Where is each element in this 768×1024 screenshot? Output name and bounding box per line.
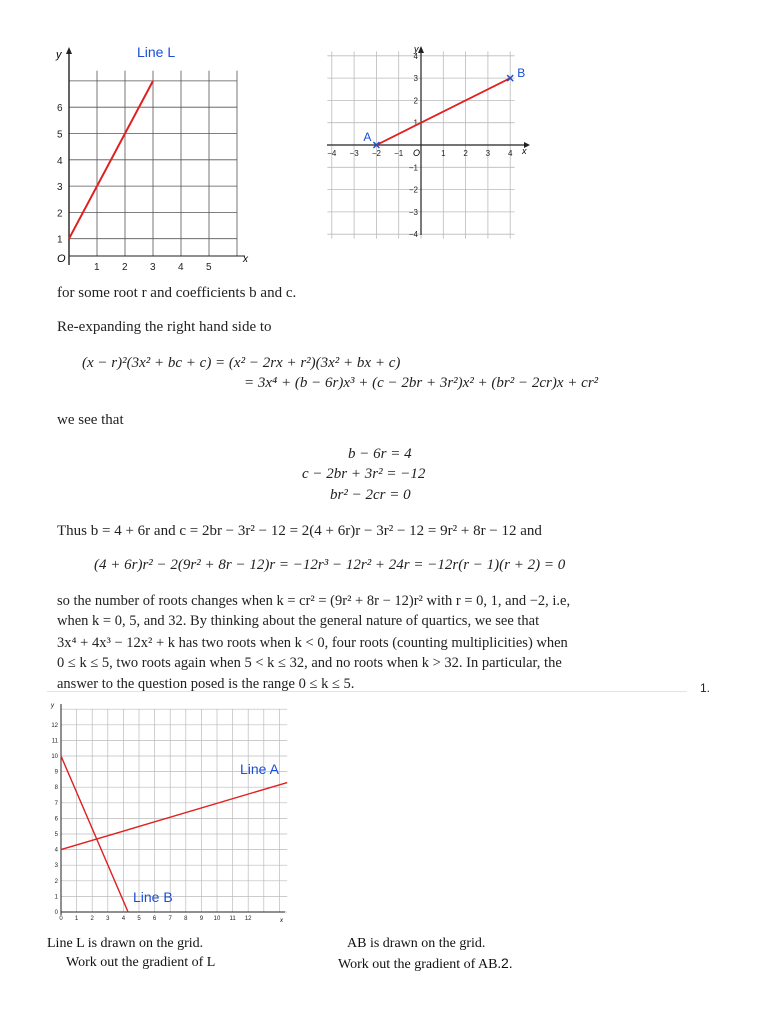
ab-x-tick-label: 2 xyxy=(463,149,468,158)
ab-x-tick-label: 3 xyxy=(485,149,491,158)
ab-x-tick-label: −4 xyxy=(327,149,337,158)
lines-ab-y-tick-label: 11 xyxy=(51,738,58,745)
caption-line-l-1: Line L is drawn on the grid. xyxy=(47,936,204,951)
lines-ab-y-tick-label: 3 xyxy=(54,863,58,870)
paragraph-roots-line5: answer to the question posed is the range 0 ≤ k ≤ 5. xyxy=(57,676,355,692)
line-b-label: Line B xyxy=(133,889,173,905)
equation-expansion-line2: = 3x⁴ + (b − 6r)x³ + (c − 2br + 3r²)x² + (br² − 2cr)x + cr² xyxy=(244,375,599,391)
line-l-x-tick-label: 4 xyxy=(178,262,184,273)
line-a-segment xyxy=(61,783,287,850)
question-number-1: 1. xyxy=(700,681,711,695)
equation-system-2: c − 2br + 3r² = −12 xyxy=(302,466,426,482)
line-l-x-tick-label: 5 xyxy=(206,262,212,273)
lines-ab-x-tick-label: 4 xyxy=(121,916,126,922)
ab-x-tick-label: 4 xyxy=(507,149,513,158)
ab-y-tick-label: −2 xyxy=(408,185,418,195)
ab-x-tick-label: −3 xyxy=(349,149,359,158)
ab-point-b-label: B xyxy=(517,66,526,81)
line-l-y-tick-label: 3 xyxy=(57,182,63,194)
ab-point-a-label: A xyxy=(363,130,372,144)
ab-y-tick-label: −3 xyxy=(408,207,418,217)
lines-ab-y-tick-label: 9 xyxy=(54,769,58,776)
line-l-y-tick-label: 6 xyxy=(57,103,63,115)
ab-x-tick-label: −2 xyxy=(371,149,381,158)
lines-ab-y-tick-label: 5 xyxy=(54,832,58,838)
question-number-2: 2. xyxy=(500,955,513,971)
lines-ab-x-tick-label: 2 xyxy=(90,916,94,922)
line-l-x-axis-label: x xyxy=(243,254,248,265)
paragraph-re-expanding: Re-expanding the right hand side to xyxy=(57,319,272,335)
line-l-y-tick-label: 2 xyxy=(57,208,63,220)
line-l-title: Line L xyxy=(137,44,176,60)
paragraph-root-coefficients: for some root r and coefficients b and c. xyxy=(57,285,297,301)
ab-graph xyxy=(315,40,540,240)
ab-y-axis-label: y xyxy=(414,44,419,54)
equation-system-3: br² − 2cr = 0 xyxy=(330,487,411,503)
lines-ab-y-tick-label: 4 xyxy=(54,847,58,854)
ab-x-axis-label: x xyxy=(522,146,527,156)
line-l-y-tick-label: 1 xyxy=(57,234,63,246)
equation-factored: (4 + 6r)r² − 2(9r² + 8r − 12)r = −12r³ − 12r² + 24r = −12r(r − 1)(r + 2) = 0 xyxy=(94,557,566,573)
lines-ab-y-tick-label: 1 xyxy=(54,894,58,901)
lines-ab-y-tick-label: 10 xyxy=(51,754,58,760)
ab-y-tick-label: 3 xyxy=(413,74,418,84)
line-a-label: Line A xyxy=(240,761,279,777)
equation-expansion-line1: (x − r)²(3x² + bc + c) = (x² − 2rx + r²)(3x² + bx + c) xyxy=(82,355,401,371)
line-l-x-tick-label: 3 xyxy=(150,262,156,273)
caption-ab-2 xyxy=(338,955,513,973)
lines-ab-x-tick-label: 7 xyxy=(168,916,172,922)
lines-ab-x-tick-label: 10 xyxy=(213,916,221,922)
paragraph-roots-line3: 3x⁴ + 4x³ − 12x² + k has two roots when k < 0, four roots (counting multiplicities) when xyxy=(57,635,568,651)
lines-ab-x-tick-label: 9 xyxy=(199,916,204,922)
line-l-x-tick-label: 2 xyxy=(122,262,128,273)
lines-ab-x-tick-label: 0 xyxy=(59,916,63,922)
caption-line-l-2: Work out the gradient of L xyxy=(66,955,216,970)
equation-system-1: b − 6r = 4 xyxy=(348,446,412,462)
line-l-x-tick-label: 1 xyxy=(94,262,100,273)
caption-ab-2-text: Work out the gradient of AB. xyxy=(338,957,501,972)
lines-ab-y-tick-label: 6 xyxy=(54,816,58,823)
lines-ab-x-tick-label: 11 xyxy=(229,916,236,922)
lines-ab-y-tick-label: 12 xyxy=(51,722,58,729)
ab-y-tick-label: 1 xyxy=(413,118,418,128)
lines-ab-x-tick-label: 6 xyxy=(152,916,157,922)
section-divider xyxy=(47,691,687,692)
paragraph-roots-line1: so the number of roots changes when k = cr² = (9r² + 8r − 12)r² with r = 0, 1, and −2, i.e, xyxy=(57,593,571,609)
ab-origin-label: O xyxy=(413,148,421,158)
line-l-graph xyxy=(40,40,270,275)
lines-ab-graph xyxy=(40,696,300,928)
lines-ab-y-tick-label: 0 xyxy=(54,910,58,916)
lines-ab-y-axis-label: y xyxy=(51,703,54,709)
ab-y-tick-label: 2 xyxy=(413,96,418,106)
ab-y-tick-label: −1 xyxy=(408,163,418,173)
lines-ab-x-tick-label: 8 xyxy=(184,916,188,922)
lines-ab-x-tick-label: 5 xyxy=(137,916,141,922)
ab-y-tick-label: 4 xyxy=(413,51,418,61)
ab-x-tick-label: 1 xyxy=(441,149,446,158)
paragraph-thus-b: Thus b = 4 + 6r and c = 2br − 3r² − 12 = 2(4 + 6r)r − 3r² − 12 = 9r² + 8r − 12 and xyxy=(57,523,542,539)
lines-ab-x-tick-label: 1 xyxy=(74,916,79,922)
ab-x-tick-label: −1 xyxy=(394,149,404,158)
lines-ab-y-tick-label: 7 xyxy=(54,800,58,807)
lines-ab-y-tick-label: 8 xyxy=(54,785,58,792)
line-l-origin-label: O xyxy=(57,253,66,265)
paragraph-roots-line4: 0 ≤ k ≤ 5, two roots again when 5 < k ≤ 32, and no roots when k > 32. In particular, the xyxy=(57,655,562,671)
lines-ab-x-tick-label: 3 xyxy=(106,916,110,922)
line-l-y-axis-label: y xyxy=(56,49,62,61)
lines-ab-y-tick-label: 2 xyxy=(54,878,58,885)
paragraph-roots-line2: when k = 0, 5, and 32. By thinking about the general nature of quartics, we see that xyxy=(57,613,540,629)
line-l-y-tick-label: 4 xyxy=(57,155,63,167)
caption-ab-1: AB is drawn on the grid. xyxy=(347,936,486,951)
ab-y-tick-label: −4 xyxy=(408,230,418,240)
line-l-y-tick-label: 5 xyxy=(57,129,63,141)
lines-ab-x-axis-label: x xyxy=(280,918,283,924)
paragraph-we-see-that: we see that xyxy=(57,412,124,428)
lines-ab-x-tick-label: 12 xyxy=(244,916,252,922)
